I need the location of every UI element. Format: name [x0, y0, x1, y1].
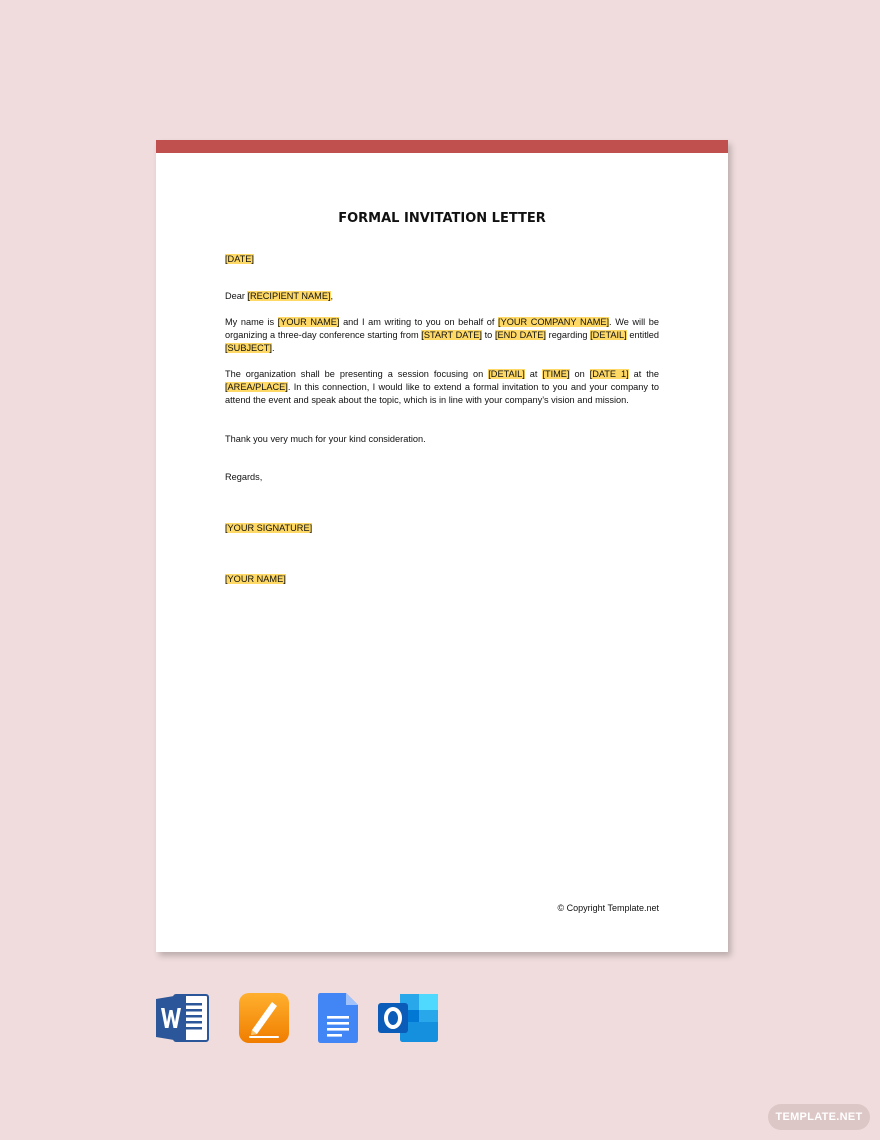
- name-line: [225, 573, 659, 586]
- recipient-name-placeholder: [RECIPIENT NAME]: [247, 291, 331, 301]
- paragraph-text: at the: [628, 369, 659, 379]
- date-placeholder: [DATE]: [225, 254, 254, 264]
- paragraph-2: [225, 368, 659, 407]
- paragraph-text: on: [569, 369, 590, 379]
- paragraph-text: The organization shall be presenting a session focusing on: [225, 369, 489, 379]
- start-date-placeholder: [START DATE]: [421, 330, 482, 340]
- header-bar: [156, 140, 728, 153]
- your-name-placeholder: [YOUR NAME]: [277, 317, 340, 327]
- copyright-notice: © Copyright Template.net: [557, 903, 659, 913]
- template-net-badge[interactable]: TEMPLATE.NET: [768, 1104, 870, 1130]
- company-name-placeholder: [YOUR COMPANY NAME]: [498, 317, 610, 327]
- paragraph-text: My name is: [225, 317, 278, 327]
- paragraph-text: . In this connection, I would like to extend a formal invitation to you and your company to attend the event and speak about the topic, which is in line with your company’s vision and mission.: [225, 382, 659, 405]
- end-date-placeholder: [END DATE]: [494, 330, 546, 340]
- detail-placeholder: [DETAIL]: [590, 330, 627, 340]
- paragraph-text: at: [524, 369, 543, 379]
- signature-line: [225, 522, 659, 535]
- time-placeholder: [TIME]: [542, 369, 570, 379]
- paragraph-text: regarding: [545, 330, 591, 340]
- salutation-suffix: ,: [330, 291, 334, 301]
- thanks-line: Thank you very much for your kind consideration.: [225, 434, 426, 444]
- detail-placeholder: [DETAIL]: [488, 369, 525, 379]
- paragraph-text: .: [271, 343, 275, 353]
- date-1-placeholder: [DATE 1]: [589, 369, 629, 379]
- paragraph-text: and I am writing to you on behalf of: [339, 317, 499, 327]
- subject-placeholder: [SUBJECT]: [225, 343, 272, 353]
- pages-icon[interactable]: [238, 992, 290, 1049]
- paragraph-text: . We will be organizing a three-day conference starting from: [225, 317, 659, 340]
- regards-line: Regards,: [225, 472, 263, 482]
- paragraph-text: entitled: [626, 330, 660, 340]
- your-name-placeholder: [YOUR NAME]: [225, 574, 286, 584]
- outlook-icon[interactable]: [378, 992, 440, 1049]
- area-place-placeholder: [AREA/PLACE]: [225, 382, 288, 392]
- document-page: [156, 140, 728, 952]
- date-line: [225, 253, 659, 266]
- word-icon[interactable]: [156, 992, 210, 1049]
- salutation: [225, 290, 659, 303]
- document-title: FORMAL INVITATION LETTER: [338, 211, 546, 226]
- signature-placeholder: [YOUR SIGNATURE]: [225, 523, 313, 533]
- salutation-prefix: Dear: [225, 291, 248, 301]
- google-docs-icon[interactable]: [316, 992, 360, 1049]
- paragraph-1: [225, 316, 659, 355]
- paragraph-text: to: [481, 330, 495, 340]
